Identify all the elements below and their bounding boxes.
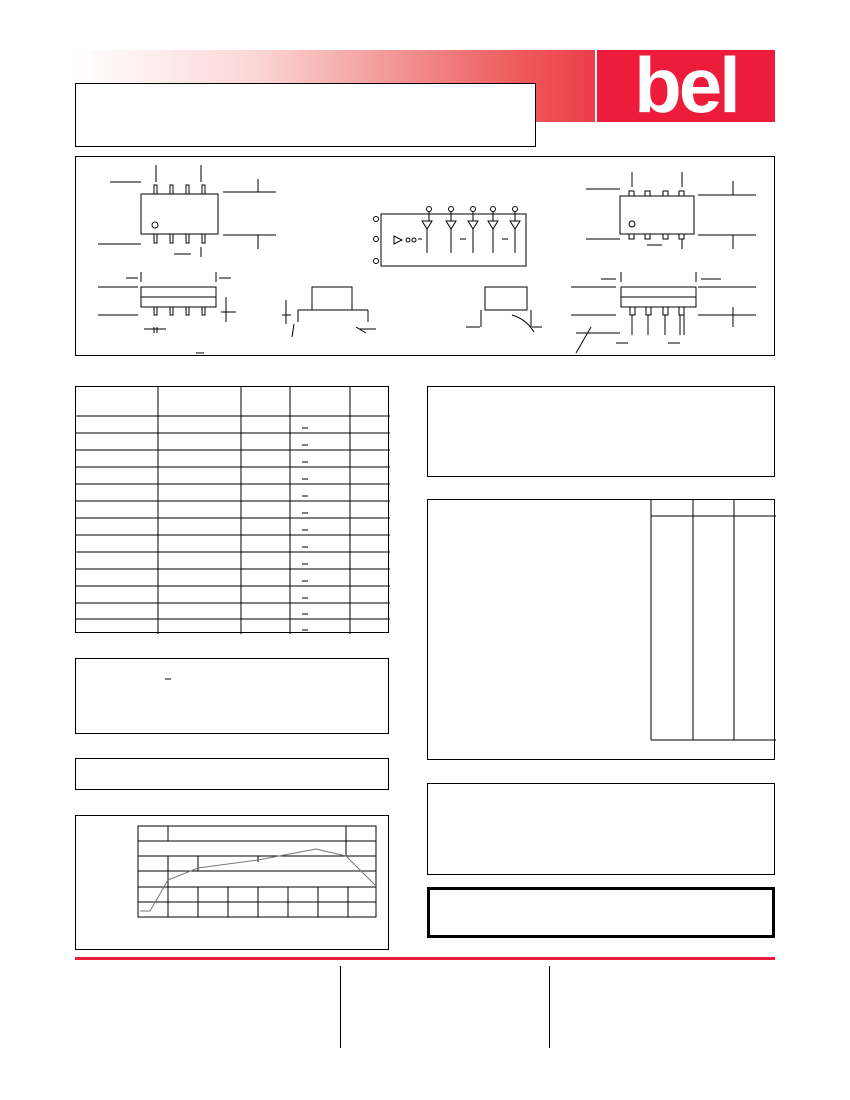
description-box bbox=[427, 386, 775, 477]
mechanical-drawing-panel bbox=[75, 156, 775, 356]
electrical-specs-box bbox=[427, 499, 775, 760]
smd-package-side-view bbox=[98, 272, 236, 353]
product-title-box bbox=[75, 83, 536, 147]
tolerance-marks bbox=[302, 428, 308, 630]
specs-grid bbox=[428, 500, 776, 761]
dip-package-top-view bbox=[586, 172, 756, 249]
packaging-note-box bbox=[75, 758, 389, 790]
smd-package-top-view bbox=[98, 165, 276, 257]
reflow-profile-graph bbox=[76, 816, 390, 951]
table-row-lines bbox=[76, 416, 390, 619]
gull-wing-lead-detail bbox=[282, 287, 376, 337]
notes-box bbox=[427, 783, 775, 875]
table-grid bbox=[76, 387, 390, 634]
bel-logo bbox=[597, 41, 775, 129]
part-number-table bbox=[75, 386, 389, 633]
dip-lead-detail bbox=[466, 287, 542, 332]
note-mark bbox=[76, 659, 390, 735]
reflow-profile-panel bbox=[75, 815, 389, 950]
logo-text: bel bbox=[634, 41, 738, 129]
footer-divider-1 bbox=[340, 966, 341, 1048]
dip-package-side-view bbox=[571, 272, 756, 353]
ordering-note-box bbox=[75, 658, 389, 734]
footer-red-rule bbox=[75, 957, 775, 960]
mechanical-drawing bbox=[76, 157, 776, 357]
circuit-schematic bbox=[374, 207, 527, 267]
notice-box bbox=[427, 887, 775, 938]
footer-divider-2 bbox=[549, 966, 550, 1048]
